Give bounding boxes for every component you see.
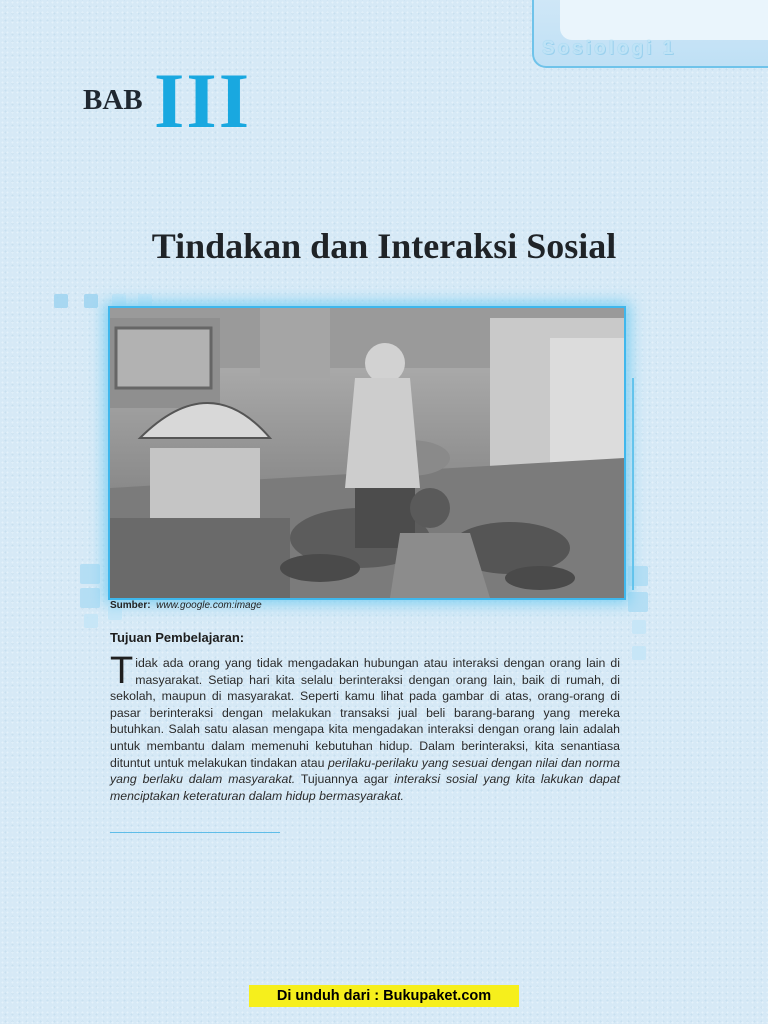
objectives-p1-italic: perilaku-perilaku yang sesuai dengan nilai dan norma yang berlaku dalam masyarakat. [110,755,620,787]
divider [110,832,280,833]
footer-banner[interactable]: Di unduh dari : Bukupaket.com [249,985,519,1007]
photo-caption [110,600,262,611]
accent-line [632,378,634,590]
market-photo [108,306,626,600]
objectives-p2-italic: interaksi sosial yang kita lakukan dapat menciptakan keteraturan dalam hidup bermasyarakat. [110,772,620,803]
dropcap: T [110,650,134,692]
bab-number: III [154,57,252,144]
bab-label: BAB [83,84,143,116]
objectives-text [110,650,620,804]
book-title: Sosiologi 1 [542,38,677,59]
objectives-p1: idak ada orang yang tidak mengadakan hubungan atau interaksi dengan orang lain di masyarakat. Setiap hari kita selalu berinteraksi dengan orang lain, baik di rumah, di sekolah, maupun di masyarakat. Seperti kamu lihat pada gambar di atas, orang-orang di pasar berinteraksi dengan melakukan transaksi jual beli barang-barang yang mereka butuhkan. Salah satu alasan mengapa kita mengadakan interaksi dengan orang lain adalah untuk membantu dalam memenuhi kebutuhan hidup. Dalam berinteraksi, kita senantiasa dituntut untuk melakukan tindakan atau [110,656,620,770]
objectives-heading: Tujuan Pembelajaran: [110,630,245,645]
caption-source: www.google.com:image [156,600,262,611]
header-tab-inner [560,0,768,40]
caption-label: Sumber: [110,600,151,611]
objectives-p2: Tujuannya agar [295,772,395,787]
chapter-title: Tindakan dan Interaksi Sosial [151,226,617,266]
